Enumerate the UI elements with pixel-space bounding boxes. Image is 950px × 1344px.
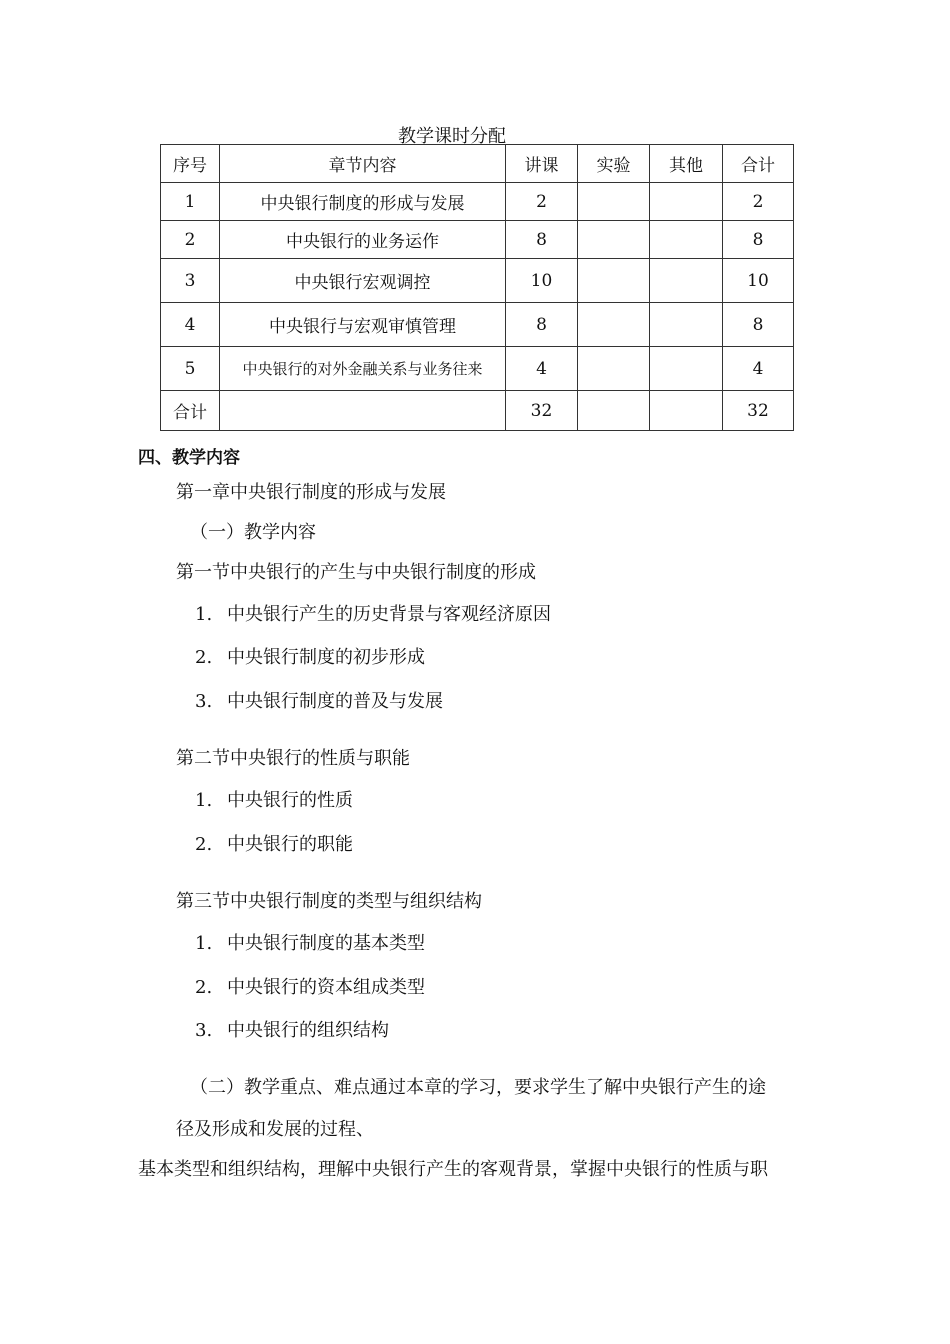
header-cell: 章节内容 bbox=[220, 145, 506, 183]
table-cell: 2 bbox=[506, 183, 578, 221]
table-cell bbox=[578, 221, 650, 259]
table-row bbox=[161, 347, 794, 391]
table-row bbox=[161, 221, 794, 259]
table-cell: 10 bbox=[506, 259, 578, 303]
table-cell: 10 bbox=[723, 259, 794, 303]
header-cell: 其他 bbox=[650, 145, 723, 183]
table-cell bbox=[578, 259, 650, 303]
table-cell bbox=[650, 303, 723, 347]
chapter-title: 第一章中央银行制度的形成与发展 bbox=[176, 482, 446, 503]
table-cell bbox=[650, 259, 723, 303]
table-cell bbox=[578, 347, 650, 391]
list-item: 1. 中央银行产生的历史背景与客观经济原因 bbox=[195, 604, 551, 625]
table-cell: 8 bbox=[723, 303, 794, 347]
table-cell: 4 bbox=[161, 303, 220, 347]
list-item: 3. 中央银行制度的普及与发展 bbox=[195, 691, 443, 712]
list-item: 2. 中央银行的资本组成类型 bbox=[195, 977, 425, 998]
key-points-paragraph: 基本类型和组织结构，理解中央银行产生的客观背景，掌握中央银行的性质与职 bbox=[138, 1159, 768, 1180]
table-cell: 3 bbox=[161, 259, 220, 303]
header-cell: 序号 bbox=[161, 145, 220, 183]
table-cell: 合计 bbox=[161, 391, 220, 431]
table-cell: 中央银行制度的形成与发展 bbox=[220, 183, 506, 221]
header-cell: 实验 bbox=[578, 145, 650, 183]
table-cell: 1 bbox=[161, 183, 220, 221]
section-heading: 四、教学内容 bbox=[138, 448, 240, 468]
table-cell bbox=[650, 183, 723, 221]
table-row bbox=[161, 259, 794, 303]
table-cell bbox=[578, 183, 650, 221]
table-total-row bbox=[161, 391, 794, 431]
list-item: 2. 中央银行的职能 bbox=[195, 834, 353, 855]
table-cell: 中央银行的对外金融关系与业务往来 bbox=[220, 347, 506, 391]
table-cell: 32 bbox=[723, 391, 794, 431]
table-title: 教学课时分配 bbox=[398, 126, 506, 147]
list-item: 1. 中央银行制度的基本类型 bbox=[195, 933, 425, 954]
table-cell: 2 bbox=[723, 183, 794, 221]
table-cell: 8 bbox=[506, 221, 578, 259]
table-cell: 8 bbox=[723, 221, 794, 259]
table-cell bbox=[578, 303, 650, 347]
table-cell: 中央银行与宏观审慎管理 bbox=[220, 303, 506, 347]
lesson-title: 第二节中央银行的性质与职能 bbox=[176, 748, 410, 769]
table-cell bbox=[220, 391, 506, 431]
key-points-paragraph: （二）教学重点、难点通过本章的学习，要求学生了解中央银行产生的途 bbox=[190, 1077, 766, 1098]
list-item: 1. 中央银行的性质 bbox=[195, 790, 353, 811]
table-cell bbox=[650, 391, 723, 431]
table-cell: 4 bbox=[723, 347, 794, 391]
table-row bbox=[161, 183, 794, 221]
table-cell: 中央银行的业务运作 bbox=[220, 221, 506, 259]
table-cell: 中央银行宏观调控 bbox=[220, 259, 506, 303]
list-item: 2. 中央银行制度的初步形成 bbox=[195, 647, 425, 668]
table-row bbox=[161, 303, 794, 347]
table-cell bbox=[650, 347, 723, 391]
key-points-paragraph: 径及形成和发展的过程、 bbox=[176, 1119, 374, 1140]
course-hours-table bbox=[160, 144, 794, 431]
subsection-title: （一）教学内容 bbox=[190, 522, 316, 543]
header-cell: 合计 bbox=[723, 145, 794, 183]
table-cell bbox=[578, 391, 650, 431]
lesson-title: 第一节中央银行的产生与中央银行制度的形成 bbox=[176, 562, 536, 583]
table-cell: 4 bbox=[506, 347, 578, 391]
table-header-row bbox=[161, 145, 794, 183]
lesson-title: 第三节中央银行制度的类型与组织结构 bbox=[176, 891, 482, 912]
table-cell: 2 bbox=[161, 221, 220, 259]
table-cell: 5 bbox=[161, 347, 220, 391]
table-cell: 32 bbox=[506, 391, 578, 431]
table-cell: 8 bbox=[506, 303, 578, 347]
table-cell bbox=[650, 221, 723, 259]
header-cell: 讲课 bbox=[506, 145, 578, 183]
list-item: 3. 中央银行的组织结构 bbox=[195, 1020, 389, 1041]
